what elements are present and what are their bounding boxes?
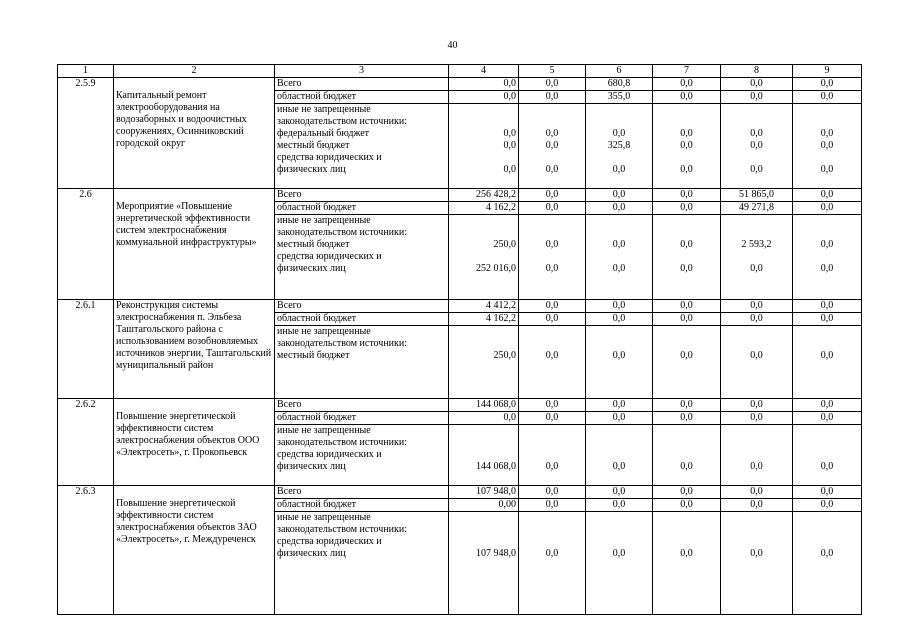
- value-cell: 0,0: [519, 412, 586, 425]
- value-cell: 0,0: [653, 189, 721, 202]
- value-cell: 0,0: [449, 78, 519, 91]
- value-cell: 2 593,2: [741, 239, 772, 250]
- source-label: средства юридических и: [277, 536, 382, 547]
- value-cell: 0,00: [449, 499, 519, 512]
- source-total: Всего: [275, 399, 449, 412]
- value-column-cell: [519, 425, 586, 486]
- row-code: 2.5.9: [58, 78, 114, 189]
- value-cell: 0,0: [519, 202, 586, 215]
- value-cell: 144 068,0: [476, 461, 516, 472]
- value-cell: 0,0: [586, 202, 653, 215]
- value-column-cell: [586, 512, 653, 615]
- value-cell: 0,0: [586, 486, 653, 499]
- value-cell: 0,0: [586, 399, 653, 412]
- value-column-cell: [653, 104, 721, 189]
- value-cell: 107 948,0: [476, 548, 516, 559]
- page-number: 40: [447, 40, 458, 51]
- value-cell: 0,0: [545, 350, 559, 361]
- value-cell: 4 162,2: [449, 313, 519, 326]
- source-regional: областной бюджет: [275, 91, 449, 104]
- value-column-cell: [449, 104, 519, 189]
- row-code: 2.6: [58, 189, 114, 300]
- source-label: местный бюджет: [277, 350, 350, 361]
- col-header: 2: [114, 65, 275, 78]
- value-cell: 0,0: [820, 461, 834, 472]
- source-regional: областной бюджет: [275, 499, 449, 512]
- table-row: [58, 300, 862, 313]
- value-cell: 0,0: [545, 548, 559, 559]
- source-label: местный бюджет: [277, 239, 350, 250]
- col-header: 8: [721, 65, 793, 78]
- source-other: [275, 425, 449, 486]
- value-column-cell: [793, 512, 862, 615]
- source-regional: областной бюджет: [275, 412, 449, 425]
- col-header: 9: [793, 65, 862, 78]
- value-cell: 250,0: [493, 239, 516, 250]
- value-column-cell: [519, 326, 586, 399]
- value-cell: 0,0: [793, 78, 862, 91]
- table-row: [58, 78, 862, 91]
- value-cell: 0,0: [820, 140, 834, 151]
- value-column-cell: [653, 215, 721, 300]
- value-cell: 51 865,0: [721, 189, 793, 202]
- value-cell: 0,0: [586, 499, 653, 512]
- value-column-cell: [586, 326, 653, 399]
- value-column-cell: [449, 215, 519, 300]
- value-cell: 0,0: [653, 202, 721, 215]
- value-column-cell: [586, 425, 653, 486]
- value-cell: 49 271,8: [721, 202, 793, 215]
- value-column-cell: [721, 512, 793, 615]
- value-cell: 0,0: [612, 263, 626, 274]
- source-label: законодательством источники:: [277, 437, 408, 448]
- value-column-cell: [721, 326, 793, 399]
- value-column-cell: [519, 104, 586, 189]
- value-column-cell: [721, 104, 793, 189]
- col-header: 4: [449, 65, 519, 78]
- value-cell: 4 162,2: [449, 202, 519, 215]
- col-header: 3: [275, 65, 449, 78]
- value-cell: 0,0: [653, 412, 721, 425]
- value-cell: 0,0: [721, 78, 793, 91]
- table-row: [58, 486, 862, 499]
- source-label: иные не запрещенные: [277, 104, 371, 115]
- value-cell: 0,0: [612, 350, 626, 361]
- value-column-cell: [793, 104, 862, 189]
- value-cell: 0,0: [680, 461, 693, 472]
- value-cell: 0,0: [653, 91, 721, 104]
- value-cell: 325,8: [607, 140, 631, 151]
- row-name: Повышение энергетической эффективности систем электроснабжения объектов ООО «Электросеть», г. Прокопьевск: [114, 399, 275, 486]
- value-cell: 0,0: [545, 140, 559, 151]
- value-cell: 0,0: [721, 412, 793, 425]
- value-column-cell: [449, 512, 519, 615]
- row-code: 2.6.1: [58, 300, 114, 399]
- row-name: Повышение энергетической эффективности систем электроснабжения объектов ЗАО «Электросеть», г. Междуреченск: [114, 486, 275, 615]
- value-cell: 0,0: [545, 461, 559, 472]
- source-other: [275, 215, 449, 300]
- value-cell: 0,0: [820, 263, 834, 274]
- source-label: федеральный бюджет: [277, 128, 370, 139]
- value-cell: 0,0: [612, 461, 626, 472]
- value-cell: 0,0: [545, 128, 559, 139]
- value-cell: 0,0: [519, 399, 586, 412]
- value-column-cell: [721, 425, 793, 486]
- table-row: [58, 399, 862, 412]
- value-column-cell: [586, 215, 653, 300]
- value-cell: 0,0: [750, 263, 763, 274]
- value-cell: 0,0: [545, 263, 559, 274]
- value-cell: 0,0: [519, 300, 586, 313]
- value-cell: 0,0: [545, 239, 559, 250]
- source-label: иные не запрещенные: [277, 326, 371, 337]
- value-column-cell: [653, 512, 721, 615]
- value-cell: 0,0: [793, 300, 862, 313]
- value-cell: 250,0: [493, 350, 516, 361]
- source-regional: областной бюджет: [275, 202, 449, 215]
- value-cell: 0,0: [820, 350, 834, 361]
- source-label: физических лиц: [277, 164, 346, 175]
- value-cell: 0,0: [519, 499, 586, 512]
- value-cell: 0,0: [750, 164, 763, 175]
- column-header-row: [58, 65, 862, 78]
- row-name: Мероприятие «Повышение энергетической эффективности систем электроснабжения коммунальной инфраструктуры»: [114, 189, 275, 300]
- value-cell: 0,0: [586, 313, 653, 326]
- value-cell: 0,0: [793, 91, 862, 104]
- source-total: Всего: [275, 486, 449, 499]
- value-cell: 0,0: [586, 300, 653, 313]
- value-cell: 0,0: [750, 128, 763, 139]
- value-cell: 0,0: [503, 128, 516, 139]
- value-column-cell: [449, 425, 519, 486]
- value-cell: 0,0: [680, 128, 693, 139]
- value-cell: 0,0: [793, 399, 862, 412]
- value-cell: 0,0: [820, 128, 834, 139]
- row-code: 2.6.2: [58, 399, 114, 486]
- source-label: физических лиц: [277, 461, 346, 472]
- value-cell: 0,0: [820, 164, 834, 175]
- col-header: 5: [519, 65, 586, 78]
- source-label: средства юридических и: [277, 152, 382, 163]
- value-cell: 0,0: [519, 78, 586, 91]
- source-label: иные не запрещенные: [277, 512, 371, 523]
- value-cell: 0,0: [653, 486, 721, 499]
- source-other: [275, 326, 449, 399]
- value-cell: 0,0: [612, 164, 626, 175]
- source-total: Всего: [275, 300, 449, 313]
- value-cell: 0,0: [750, 548, 763, 559]
- value-cell: 0,0: [793, 313, 862, 326]
- source-label: иные не запрещенные: [277, 425, 371, 436]
- value-cell: 144 068,0: [449, 399, 519, 412]
- source-label: законодательством источники:: [277, 116, 408, 127]
- value-cell: 107 948,0: [449, 486, 519, 499]
- value-column-cell: [653, 425, 721, 486]
- value-column-cell: [586, 104, 653, 189]
- source-label: законодательством источники:: [277, 338, 408, 349]
- value-column-cell: [793, 425, 862, 486]
- value-cell: 0,0: [653, 300, 721, 313]
- value-column-cell: [721, 215, 793, 300]
- value-cell: 0,0: [721, 313, 793, 326]
- value-cell: 355,0: [586, 91, 653, 104]
- source-total: Всего: [275, 78, 449, 91]
- row-code: 2.6.3: [58, 486, 114, 615]
- value-cell: 0,0: [721, 399, 793, 412]
- value-cell: 0,0: [503, 140, 516, 151]
- value-cell: 0,0: [793, 202, 862, 215]
- source-label: законодательством источники:: [277, 227, 408, 238]
- value-cell: 0,0: [820, 548, 834, 559]
- source-other: [275, 104, 449, 189]
- value-cell: 0,0: [519, 91, 586, 104]
- value-cell: 0,0: [680, 140, 693, 151]
- value-cell: 0,0: [519, 486, 586, 499]
- value-cell: 0,0: [680, 239, 693, 250]
- value-cell: 0,0: [721, 91, 793, 104]
- source-label: средства юридических и: [277, 251, 382, 262]
- value-cell: 0,0: [680, 350, 693, 361]
- value-cell: 0,0: [586, 412, 653, 425]
- value-cell: 0,0: [721, 486, 793, 499]
- col-header: 7: [653, 65, 721, 78]
- value-cell: 0,0: [449, 91, 519, 104]
- col-header: 1: [58, 65, 114, 78]
- value-column-cell: [519, 512, 586, 615]
- value-cell: 0,0: [793, 499, 862, 512]
- value-cell: 680,8: [586, 78, 653, 91]
- value-cell: 0,0: [612, 548, 626, 559]
- value-cell: 0,0: [793, 412, 862, 425]
- value-cell: 0,0: [721, 499, 793, 512]
- value-cell: 0,0: [680, 548, 693, 559]
- value-cell: 0,0: [653, 313, 721, 326]
- value-cell: 0,0: [519, 189, 586, 202]
- value-cell: 252 016,0: [476, 263, 516, 274]
- value-cell: 0,0: [680, 263, 693, 274]
- value-cell: 0,0: [545, 164, 559, 175]
- value-cell: 0,0: [653, 78, 721, 91]
- value-cell: 0,0: [793, 189, 862, 202]
- value-cell: 0,0: [653, 499, 721, 512]
- value-cell: 256 428,2: [449, 189, 519, 202]
- funding-table: [57, 64, 862, 615]
- value-column-cell: [519, 215, 586, 300]
- value-cell: 4 412,2: [449, 300, 519, 313]
- value-cell: 0,0: [750, 350, 763, 361]
- value-cell: 0,0: [680, 164, 693, 175]
- value-cell: 0,0: [586, 189, 653, 202]
- source-label: законодательством источники:: [277, 524, 408, 535]
- source-label: физических лиц: [277, 263, 346, 274]
- value-cell: 0,0: [820, 239, 834, 250]
- col-header: 6: [586, 65, 653, 78]
- value-column-cell: [793, 326, 862, 399]
- source-total: Всего: [275, 189, 449, 202]
- value-cell: 0,0: [503, 164, 516, 175]
- source-label: физических лиц: [277, 548, 346, 559]
- source-label: средства юридических и: [277, 449, 382, 460]
- row-name: Капитальный ремонт электрооборудования на водозаборных и водоочистных сооружениях, Осинниковский городской округ: [114, 78, 275, 189]
- value-cell: 0,0: [612, 239, 626, 250]
- value-cell: 0,0: [653, 399, 721, 412]
- value-column-cell: [449, 326, 519, 399]
- value-column-cell: [653, 326, 721, 399]
- value-cell: 0,0: [750, 461, 763, 472]
- source-other: [275, 512, 449, 615]
- value-cell: 0,0: [519, 313, 586, 326]
- value-cell: 0,0: [449, 412, 519, 425]
- value-cell: 0,0: [721, 300, 793, 313]
- value-cell: 0,0: [793, 486, 862, 499]
- value-column-cell: [793, 215, 862, 300]
- source-label: местный бюджет: [277, 140, 350, 151]
- source-regional: областной бюджет: [275, 313, 449, 326]
- source-label: иные не запрещенные: [277, 215, 371, 226]
- table-row: [58, 189, 862, 202]
- row-name: Реконструкция системы электроснабжения п. Эльбеза Таштагольского района с использованием возобновляемых источников энергии, Таштагольский муниципальный район: [114, 300, 275, 399]
- value-cell: 0,0: [750, 140, 763, 151]
- value-cell: 0,0: [612, 128, 626, 139]
